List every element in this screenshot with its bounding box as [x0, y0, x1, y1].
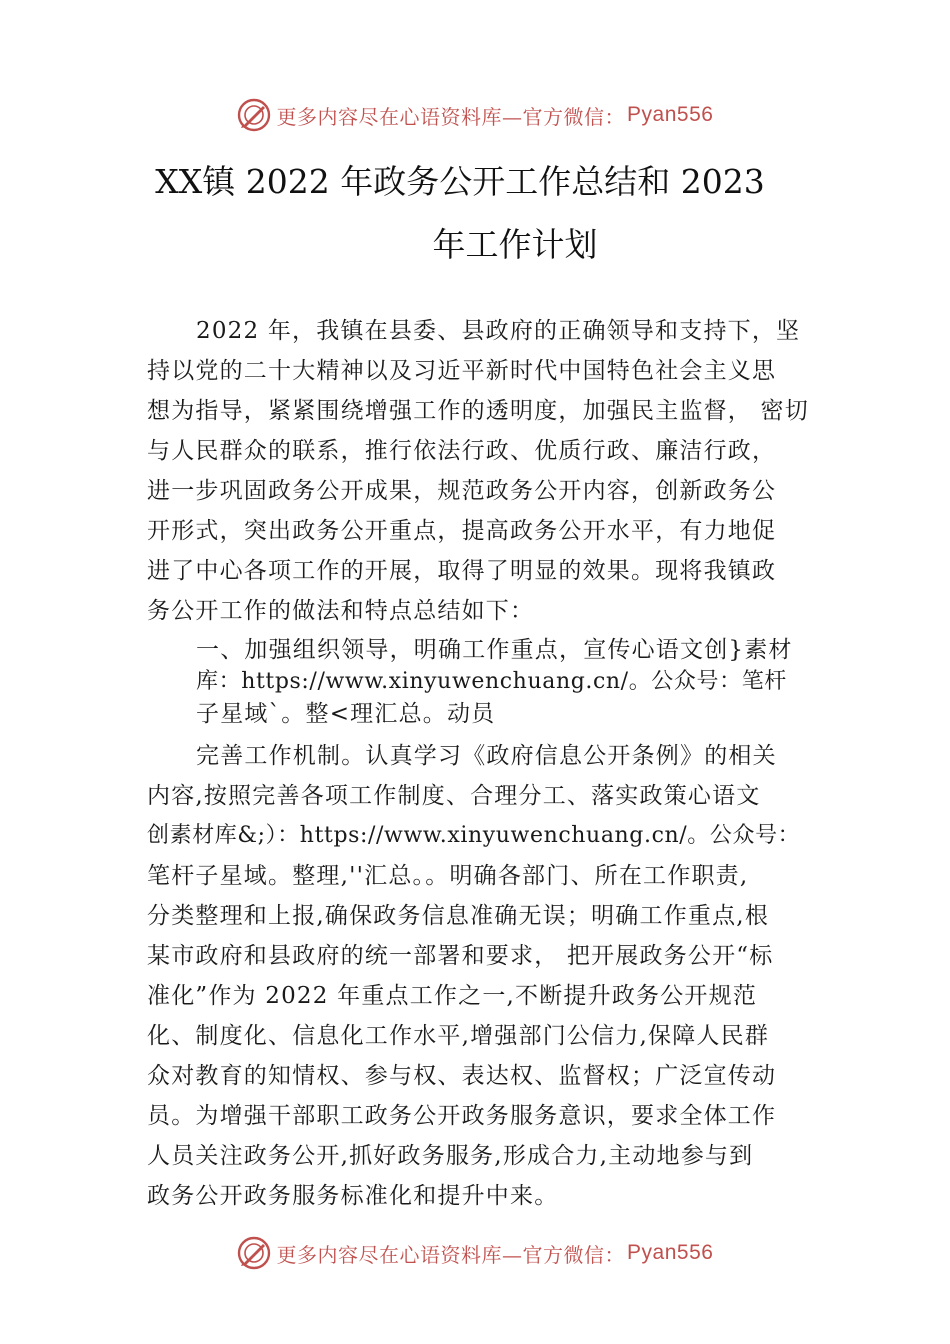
body-line: 想为指导，紧紧围绕增强工作的透明度，加强民主监督， 密切 [147, 398, 809, 424]
body-line: 进了中心各项工作的开展，取得了明显的效果。现将我镇政 [147, 558, 777, 584]
body-line: 内容,按照完善各项工作制度、合理分工、落实政策心语文 [147, 783, 761, 809]
section-heading-line: 库：https://www.xinyuwenchuang.cn/。公众号：笔杆 [196, 669, 787, 694]
body-line: 2022 年，我镇在县委、县政府的正确领导和支持下，坚 [196, 318, 801, 344]
body-line: 人员关注政务公开,抓好政务服务,形成合力,主动地参与到 [147, 1143, 754, 1169]
body-line: 化、制度化、信息化工作水平,增强部门公信力,保障人民群 [147, 1023, 770, 1049]
body-line: 某市政府和县政府的统一部署和要求， 把开展政务公开“标 [147, 943, 774, 969]
watermark-header [0, 95, 950, 135]
brand-logo-icon [237, 1236, 271, 1270]
brand-logo-icon [237, 98, 271, 132]
body-line: 准化”作为 2022 年重点工作之一,不断提升政务公开规范 [147, 983, 758, 1009]
body-line: 开形式，突出政务公开重点，提高政务公开水平，有力地促 [147, 518, 777, 544]
body-line: 分类整理和上报,确保政务信息准确无误；明确工作重点,根 [147, 903, 770, 929]
body-line: 政务公开政务服务标准化和提升中来。 [147, 1183, 559, 1209]
body-line: 创素材库&;）：https://www.xinyuwenchuang.cn/。公众号： [147, 823, 801, 848]
body-line: 与人民群众的联系，推行依法行政、优质行政、廉洁行政， [147, 438, 777, 464]
body-line: 众对教育的知情权、参与权、表达权、监督权；广泛宣传动 [147, 1063, 777, 1089]
document-title-line-1: XX镇 2022 年政务公开工作总结和 2023 [155, 162, 765, 201]
section-heading-line: 子星域`。整<理汇总。动员 [196, 701, 496, 727]
section-heading-line: 一、加强组织领导，明确工作重点，宣传心语文创}素材 [196, 637, 793, 663]
watermark-footer [0, 1233, 950, 1273]
body-line: 持以党的二十大精神以及习近平新时代中国特色社会主义思 [147, 358, 777, 384]
body-line: 完善工作机制。认真学习《政府信息公开条例》的相关 [196, 743, 777, 769]
watermark-text: 更多内容尽在心语资料库—官方微信： [276, 104, 626, 129]
body-line: 进一步巩固政务公开成果，规范政务公开内容，创新政务公 [147, 478, 777, 504]
body-line: 员。为增强干部职工政务公开政务服务意识，要求全体工作 [147, 1103, 777, 1129]
watermark-handle: Pyan556 [627, 103, 714, 126]
watermark-text: 更多内容尽在心语资料库—官方微信： [276, 1242, 626, 1267]
body-line: 务公开工作的做法和特点总结如下： [147, 598, 535, 624]
body-line: 笔杆子星域。整理,''汇总。。明确各部门、所在工作职责, [147, 863, 749, 889]
document-title-line-2: 年工作计划 [432, 225, 598, 264]
watermark-handle: Pyan556 [627, 1241, 714, 1264]
